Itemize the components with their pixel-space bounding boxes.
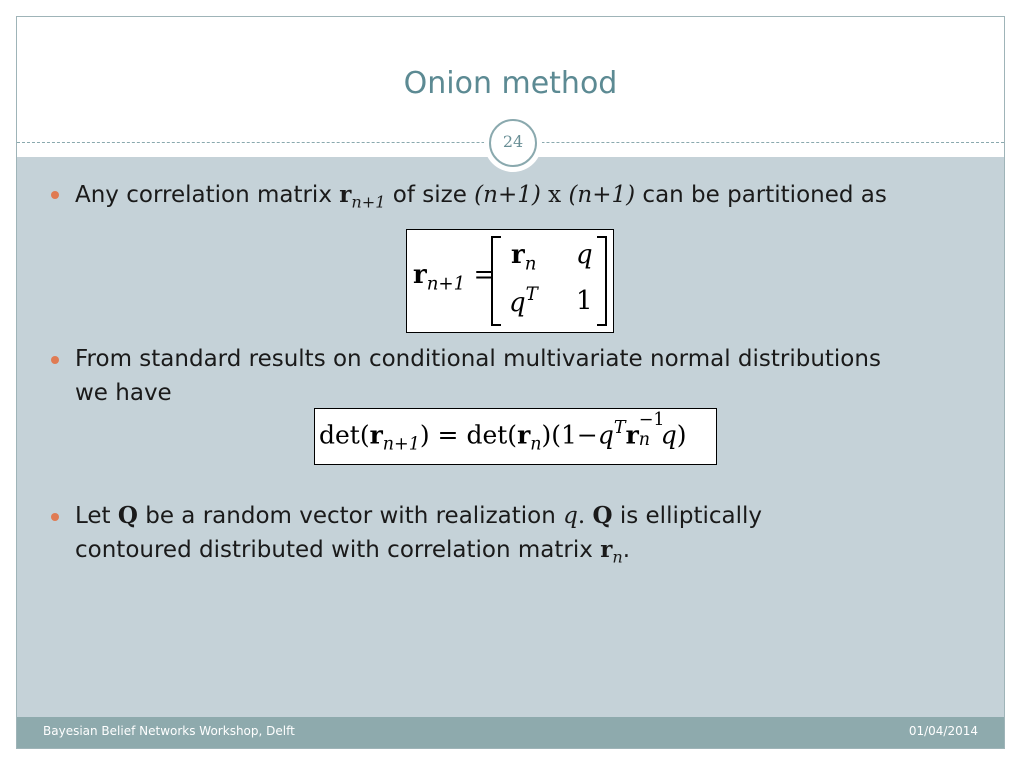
matrix-cell-11-r: r — [511, 240, 525, 270]
bullet-3-r: r — [600, 536, 613, 563]
slide-title: Onion method — [403, 66, 618, 101]
eq1-lhs-sub: n+1 — [426, 273, 466, 295]
bullet-icon — [51, 513, 59, 521]
eq2-r1-sub: n+1 — [382, 434, 420, 455]
bullet-2-line-1: From standard results on conditional multivariate normal distributions — [75, 346, 881, 372]
eq2-r2: r — [517, 420, 531, 450]
right-bracket-icon — [597, 236, 607, 326]
eq2-r3-sup: −1 — [638, 409, 665, 430]
eq2-det1: det( — [319, 420, 370, 450]
bullet-1-mid: of size — [385, 182, 475, 208]
bullet-icon — [51, 356, 59, 364]
eq1-lhs-r: r — [413, 260, 427, 290]
matrix-cell-22: 1 — [576, 286, 593, 316]
eq2-mid: ) = det( — [419, 420, 518, 450]
eq2-mid2: )(1− — [541, 420, 598, 450]
bullet-1-r-subscript: n+1 — [351, 192, 386, 212]
eq2-r3-scripts — [638, 409, 665, 450]
matrix-cell-21 — [509, 284, 538, 318]
eq2-r3-sub: n — [638, 429, 651, 450]
bullet-1-r-symbol: r — [339, 181, 352, 208]
bullet-1-dim2: (n+1) — [568, 182, 636, 208]
eq1-equals: = — [465, 260, 496, 290]
matrix-cell-12: q — [576, 240, 593, 270]
bullet-2-line-2: we have — [75, 380, 172, 406]
matrix-cell-21-sup: T — [525, 284, 538, 305]
bullet-3-mid: be a random vector with realization — [137, 503, 564, 529]
matrix-cell-21-q: q — [509, 287, 526, 318]
equation-2-content — [319, 409, 687, 455]
eq2-q-sup: T — [613, 418, 626, 438]
bullet-3-post: is elliptically — [612, 503, 762, 529]
equation-2-box — [314, 408, 717, 465]
bullet-3-Q2: Q — [592, 502, 613, 529]
footer-date: 01/04/2014 — [908, 724, 978, 738]
bullet-3-line-2 — [75, 533, 630, 575]
left-bracket-icon — [491, 236, 501, 326]
bullet-3-q: q — [563, 503, 578, 529]
eq2-q2: q — [660, 420, 677, 450]
equation-1-lhs — [413, 260, 495, 294]
bullet-3-pre: Let — [75, 503, 118, 529]
bullet-3-line2-post: . — [622, 537, 630, 563]
footer-event-name: Bayesian Belief Networks Workshop, Delft — [43, 724, 295, 738]
equation-1-box — [406, 229, 614, 333]
eq2-close: ) — [676, 420, 687, 450]
matrix-cell-11-sub: n — [524, 253, 537, 275]
bullet-3-dot: . — [577, 503, 593, 529]
eq2-r1: r — [369, 420, 383, 450]
bullet-1-pre: Any correlation matrix — [75, 182, 340, 208]
bullet-3-line2-pre: contoured distributed with correlation matrix — [75, 537, 601, 563]
bullet-1-dim1: (n+1) — [474, 182, 541, 208]
bullet-3-line-1 — [75, 499, 762, 533]
bullet-1-x: x — [540, 182, 569, 208]
eq2-r3: r — [625, 420, 639, 450]
bullet-icon — [51, 191, 59, 199]
bullet-1-text — [75, 178, 887, 220]
eq2-r2-sub: n — [530, 434, 542, 455]
bullet-3-Q1: Q — [117, 502, 138, 529]
bullet-1-post: can be partitioned as — [635, 182, 887, 208]
bullet-3-r-sub: n — [612, 547, 623, 567]
matrix-cell-11 — [511, 240, 536, 274]
page-number-badge: 24 — [489, 119, 537, 167]
eq2-q: q — [597, 420, 614, 450]
